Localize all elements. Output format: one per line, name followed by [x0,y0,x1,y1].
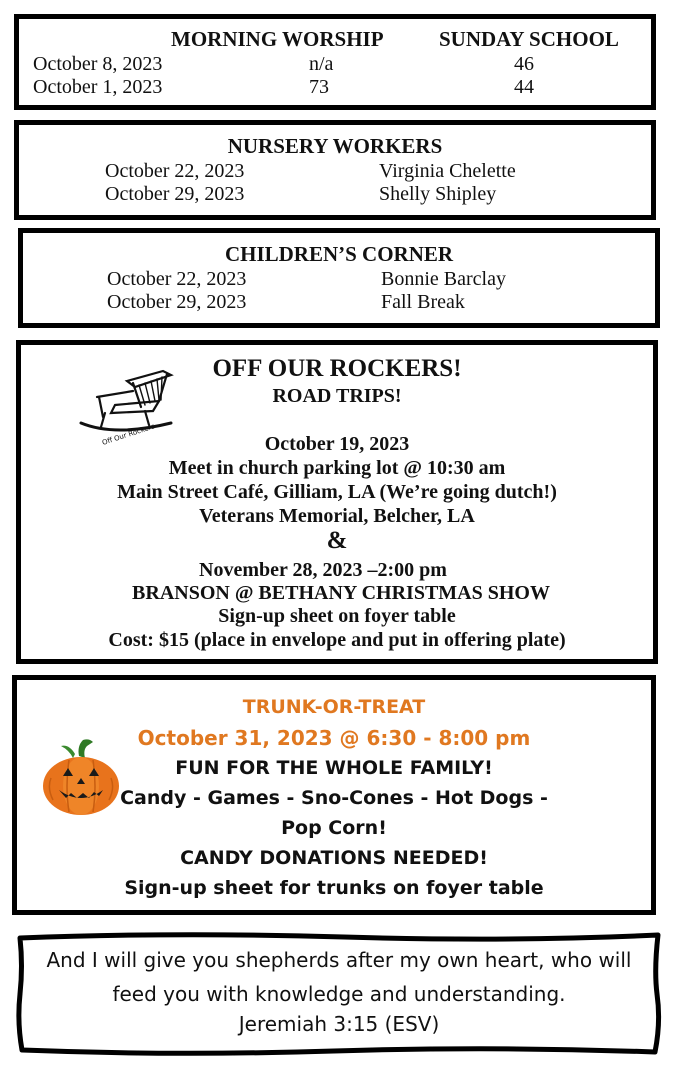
trunk-title: TRUNK-OR-TREAT [242,696,426,718]
trunk-donations: CANDY DONATIONS NEEDED! [180,847,488,869]
off-our-rockers-box [16,340,658,664]
trunk-signup: Sign-up sheet for trunks on foyer table [124,877,544,899]
nursery-worker: Virginia Chelette [379,160,516,182]
attendance-school: 46 [514,53,534,75]
rockers-cost: Cost: $15 (place in envelope and put in offering plate) [108,629,566,651]
childrens-corner-leader: Fall Break [381,291,465,313]
trip1-date: October 19, 2023 [264,433,410,455]
childrens-corner-date: October 29, 2023 [107,291,247,313]
childrens-corner-title: CHILDREN’S CORNER [224,242,454,266]
rockers-subtitle: ROAD TRIPS! [272,385,402,407]
trunk-items-line1: Candy - Games - Sno-Cones - Hot Dogs - [120,787,548,809]
trunk-fun: FUN FOR THE WHOLE FAMILY! [175,757,493,779]
sunday-school-header: SUNDAY SCHOOL [439,27,619,51]
verse-line2: feed you with knowledge and understanding. [112,982,566,1006]
verse-reference: Jeremiah 3:15 (ESV) [238,1012,440,1036]
ampersand: & [326,527,348,554]
attendance-school: 44 [514,76,534,98]
trip2-show: BRANSON @ BETHANY CHRISTMAS SHOW [132,582,550,604]
trip2-date: November 28, 2023 –2:00 pm [199,559,447,581]
trunk-items-line2: Pop Corn! [281,817,387,839]
rockers-logo-text: Off Our Rockers [101,422,156,447]
trunk-datetime: October 31, 2023 @ 6:30 - 8:00 pm [137,726,531,750]
childrens-corner-box [18,228,660,328]
attendance-date: October 8, 2023 [33,53,163,75]
nursery-box [14,120,656,220]
rockers-title: OFF OUR ROCKERS! [212,355,462,382]
attendance-date: October 1, 2023 [33,76,163,98]
attendance-worship: 73 [309,76,329,98]
trip1-visit: Veterans Memorial, Belcher, LA [199,505,475,527]
trip1-meet: Meet in church parking lot @ 10:30 am [168,457,506,479]
morning-worship-header: MORNING WORSHIP [171,27,384,51]
rockers-signup: Sign-up sheet on foyer table [218,605,456,627]
verse-box [14,930,664,1058]
nursery-date: October 22, 2023 [105,160,245,182]
attendance-worship: n/a [309,53,334,75]
childrens-corner-leader: Bonnie Barclay [381,268,506,290]
childrens-corner-date: October 22, 2023 [107,268,247,290]
trip1-lunch: Main Street Café, Gilliam, LA (We’re going dutch!) [117,481,557,503]
attendance-box [14,14,656,110]
verse-line1: And I will give you shepherds after my own heart, who will [46,948,632,972]
trunk-or-treat-box [12,675,656,915]
nursery-worker: Shelly Shipley [379,183,497,205]
nursery-title: NURSERY WORKERS [227,134,443,158]
nursery-date: October 29, 2023 [105,183,245,205]
